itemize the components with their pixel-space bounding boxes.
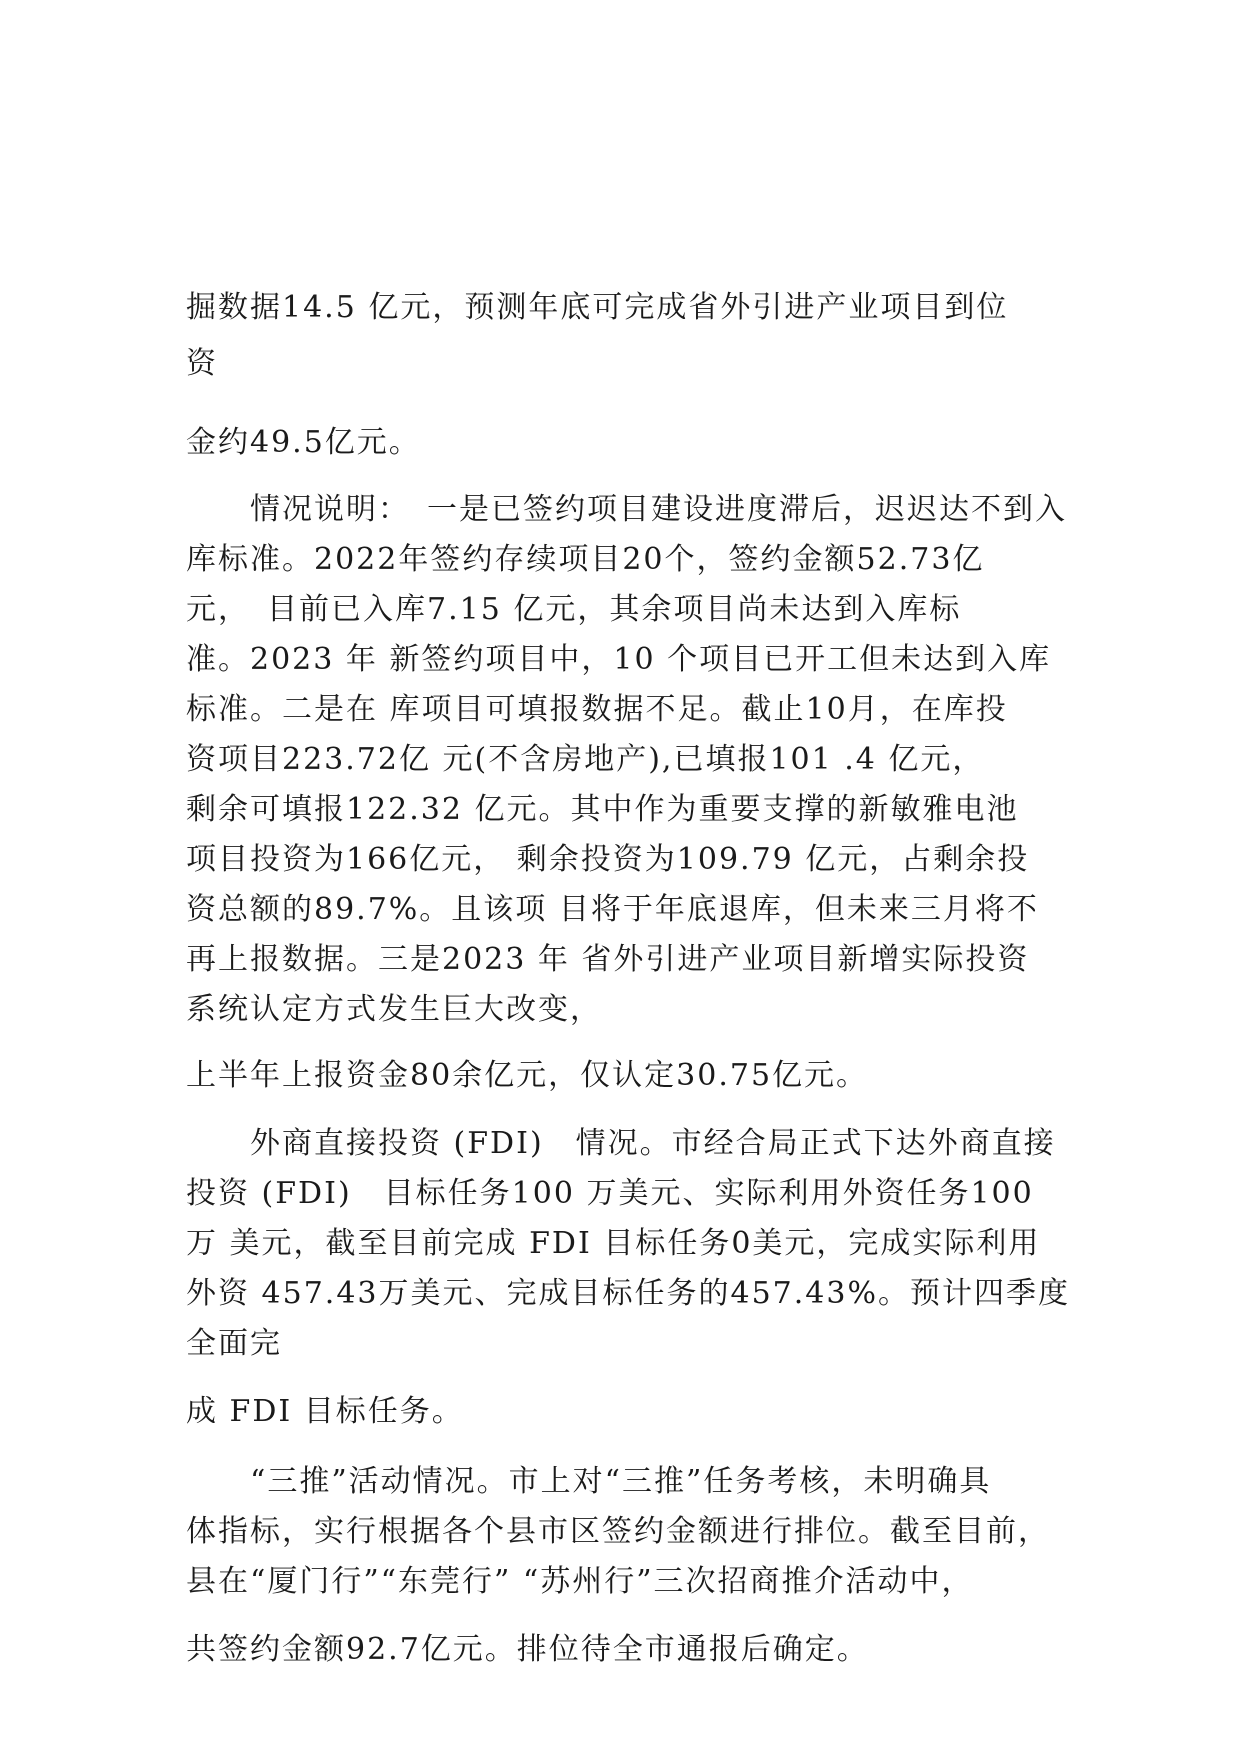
text-line: 项目投资为166亿元， 剩余投资为109.79 亿元，占剩余投: [186, 842, 1030, 877]
text-line: 成 FDI 目标任务。: [186, 1394, 464, 1429]
text-line: 情况说明： 一是已签约项目建设进度滞后，迟迟达不到入: [250, 492, 1067, 527]
text-line: 系统认定方式发生巨大改变，: [186, 992, 602, 1027]
text-line: 资总额的89.7%。且该项 目将于年底退库，但未来三月将不: [186, 892, 1039, 927]
text-line: 元， 目前已入库7.15 亿元，其余项目尚未达到入库标: [186, 592, 962, 627]
text-line: 准。2023 年 新签约项目中，10 个项目已开工但未达到入库: [186, 642, 1052, 677]
text-line: 资: [186, 346, 218, 381]
text-line: 库标准。2022年签约存续项目20个，签约金额52.73亿: [186, 542, 985, 577]
text-line: 资项目223.72亿 元(不含房地产),已填报101 .4 亿元，: [186, 742, 985, 777]
text-line: 掘数据14.5 亿元，预测年底可完成省外引进产业项目到位: [186, 290, 1009, 325]
text-line: 剩余可填报122.32 亿元。其中作为重要支撑的新敏雅电池: [186, 792, 1019, 827]
text-line: 投资 (FDI) 目标任务100 万美元、实际利用外资任务100: [186, 1176, 1034, 1211]
text-line: 全面完: [186, 1326, 282, 1361]
text-line: 标准。二是在 库项目可填报数据不足。截止10月，在库投: [186, 692, 1008, 727]
text-line: “三推”活动情况。市上对“三推”任务考核，未明确具: [250, 1464, 992, 1499]
text-line: 再上报数据。三是2023 年 省外引进产业项目新增实际投资: [186, 942, 1030, 977]
text-line: 共签约金额92.7亿元。排位待全市通报后确定。: [186, 1632, 869, 1667]
text-line: 外资 457.43万美元、完成目标任务的457.43%。预计四季度: [186, 1276, 1070, 1311]
text-line: 县在“厦门行”“东莞行” “苏州行”三次招商推介活动中，: [186, 1564, 974, 1599]
text-line: 万 美元，截至目前完成 FDI 目标任务0美元，完成实际利用: [186, 1226, 1041, 1261]
text-line: 上半年上报资金80余亿元，仅认定30.75亿元。: [186, 1058, 869, 1093]
text-line: 金约49.5亿元。: [186, 425, 421, 460]
text-line: 体指标，实行根据各个县市区签约金额进行排位。截至目前，: [186, 1514, 1050, 1549]
text-line: 外商直接投资 (FDI) 情况。市经合局正式下达外商直接: [250, 1126, 1056, 1161]
